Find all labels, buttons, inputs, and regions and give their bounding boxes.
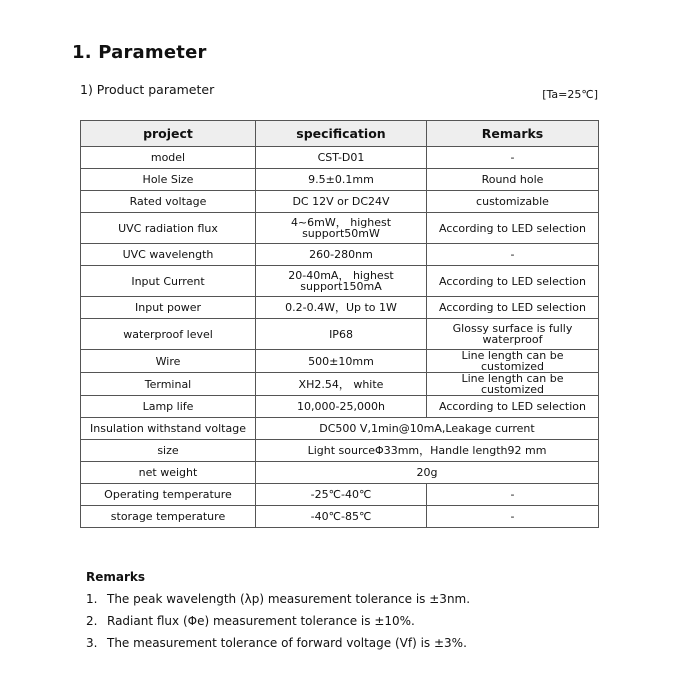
row-specification-cell: IP68 xyxy=(256,319,427,350)
row-remarks-cell: Glossy surface is fully waterproof xyxy=(427,319,599,350)
row-merged-specification-cell: 20g xyxy=(256,462,599,484)
table-header-row xyxy=(81,121,599,147)
row-project-cell: Operating temperature xyxy=(81,484,256,506)
remark-text: Radiant flux (Φe) measurement tolerance is ±10%. xyxy=(107,614,415,628)
remark-number: 3. xyxy=(86,636,98,650)
remarks-title: Remarks xyxy=(86,570,146,584)
row-remarks-cell: According to LED selection xyxy=(427,297,599,319)
table-row xyxy=(81,440,599,462)
row-project-cell: Lamp life xyxy=(81,396,256,418)
row-project-cell: Hole Size xyxy=(81,169,256,191)
row-specification-cell: DC 12V or DC24V xyxy=(256,191,427,213)
row-specification-cell: 500±10mm xyxy=(256,350,427,373)
row-project-cell: UVC wavelength xyxy=(81,244,256,266)
row-remarks-cell: - xyxy=(427,147,599,169)
row-remarks-cell: Line length can be customized xyxy=(427,373,599,396)
table-row xyxy=(81,266,599,297)
table-row xyxy=(81,169,599,191)
row-remarks-cell: - xyxy=(427,506,599,528)
remarks-list-item xyxy=(86,635,470,657)
product-parameter-table xyxy=(80,120,599,528)
row-project-cell: Wire xyxy=(81,350,256,373)
table-row xyxy=(81,484,599,506)
table-row xyxy=(81,297,599,319)
table-row xyxy=(81,506,599,528)
row-project-cell: Rated voltage xyxy=(81,191,256,213)
remark-number: 1. xyxy=(86,592,98,606)
table-row xyxy=(81,396,599,418)
row-project-cell: Input Current xyxy=(81,266,256,297)
remarks-list xyxy=(86,591,470,657)
row-remarks-cell: According to LED selection xyxy=(427,213,599,244)
row-specification-cell: 4~6mW， highest support50mW xyxy=(256,213,427,244)
row-project-cell: size xyxy=(81,440,256,462)
row-project-cell: model xyxy=(81,147,256,169)
table-row xyxy=(81,244,599,266)
header-specification: specification xyxy=(256,121,427,147)
row-specification-cell: 9.5±0.1mm xyxy=(256,169,427,191)
table-row xyxy=(81,147,599,169)
remarks-list-item xyxy=(86,591,470,613)
row-remarks-cell: According to LED selection xyxy=(427,396,599,418)
row-project-cell: Terminal xyxy=(81,373,256,396)
row-project-cell: net weight xyxy=(81,462,256,484)
row-specification-cell: XH2.54， white xyxy=(256,373,427,396)
row-remarks-cell: Line length can be customized xyxy=(427,350,599,373)
row-project-cell: UVC radiation flux xyxy=(81,213,256,244)
remark-text: The peak wavelength (λp) measurement tolerance is ±3nm. xyxy=(107,592,471,606)
table-row xyxy=(81,319,599,350)
row-specification-cell: 10,000-25,000h xyxy=(256,396,427,418)
row-merged-specification-cell: Light sourceΦ33mm，Handle length92 mm xyxy=(256,440,599,462)
remark-text: The measurement tolerance of forward voltage (Vf) is ±3%. xyxy=(107,636,467,650)
row-specification-cell: 20-40mA， highest support150mA xyxy=(256,266,427,297)
row-specification-cell: 260-280nm xyxy=(256,244,427,266)
row-remarks-cell: - xyxy=(427,484,599,506)
row-specification-cell: CST-D01 xyxy=(256,147,427,169)
row-remarks-cell: customizable xyxy=(427,191,599,213)
table-row xyxy=(81,418,599,440)
row-specification-cell: -25℃-40℃ xyxy=(256,484,427,506)
row-project-cell: storage temperature xyxy=(81,506,256,528)
header-project: project xyxy=(81,121,256,147)
remark-number: 2. xyxy=(86,614,98,628)
row-merged-specification-cell: DC500 V,1min@10mA,Leakage current xyxy=(256,418,599,440)
table-row xyxy=(81,373,599,396)
table-row xyxy=(81,462,599,484)
table-row xyxy=(81,191,599,213)
row-specification-cell: -40℃-85℃ xyxy=(256,506,427,528)
remarks-list-item xyxy=(86,613,470,635)
row-remarks-cell: Round hole xyxy=(427,169,599,191)
row-remarks-cell: - xyxy=(427,244,599,266)
table-row xyxy=(81,350,599,373)
row-project-cell: Input power xyxy=(81,297,256,319)
row-project-cell: Insulation withstand voltage xyxy=(81,418,256,440)
subsection-heading: 1) Product parameter xyxy=(80,82,215,97)
ambient-temperature-note: [Ta=25℃] xyxy=(542,88,598,101)
row-specification-cell: 0.2-0.4W，Up to 1W xyxy=(256,297,427,319)
row-remarks-cell: According to LED selection xyxy=(427,266,599,297)
section-heading: 1. Parameter xyxy=(72,42,207,63)
row-project-cell: waterproof level xyxy=(81,319,256,350)
header-remarks: Remarks xyxy=(427,121,599,147)
table-row xyxy=(81,213,599,244)
